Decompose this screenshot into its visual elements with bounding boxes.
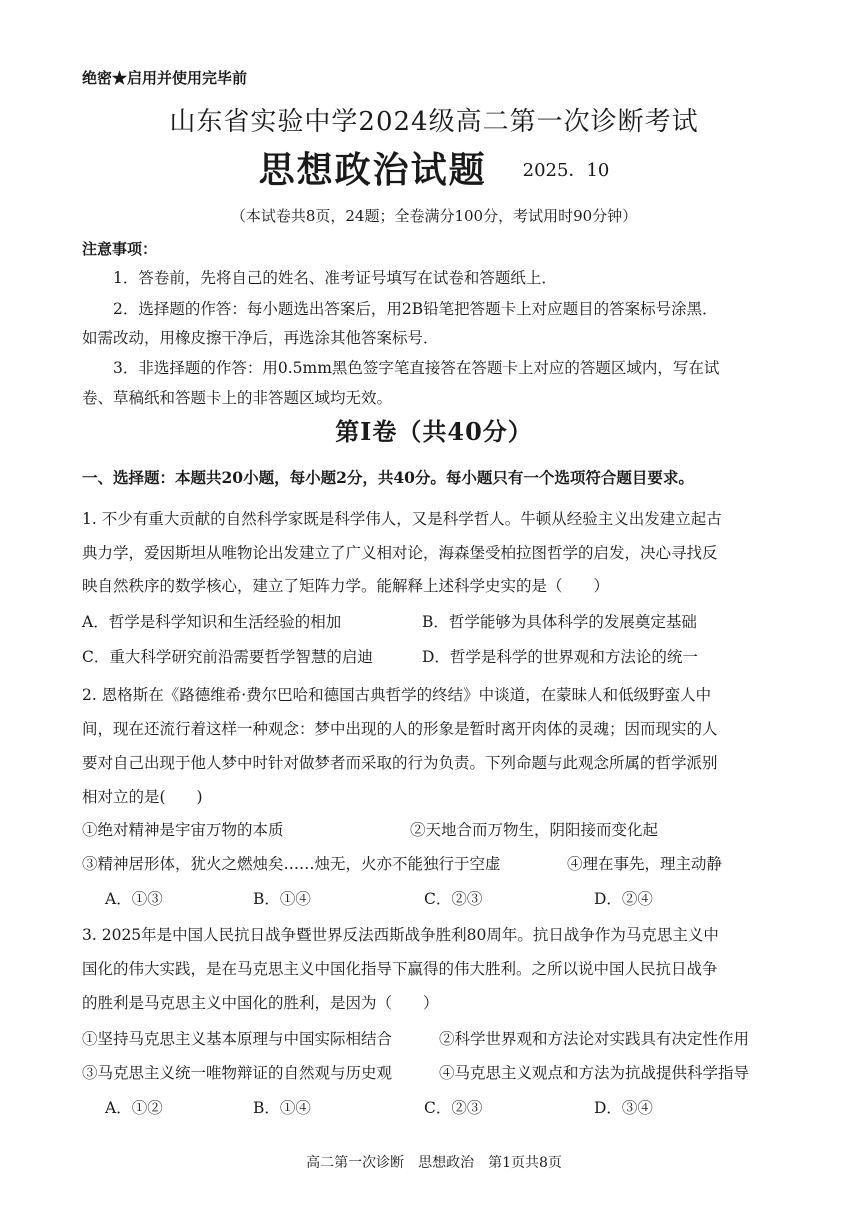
question-1-option-b: B．哲学能够为具体科学的发展奠定基础 xyxy=(422,613,697,631)
question-1-option-a: A．哲学是科学知识和生活经验的相加 xyxy=(82,613,342,631)
question-3-option-a: A．①② xyxy=(105,1099,163,1117)
question-1-line: 1. 不少有重大贡献的自然科学家既是科学伟人，又是科学哲人。牛顿从经验主义出发建立起古 xyxy=(82,510,722,528)
subject-title: 思想政治试题 xyxy=(258,149,487,191)
question-3-line: 3. 2025年是中国人民抗日战争暨世界反法西斯战争胜利80周年。抗日战争作为马克思主义中 xyxy=(82,926,719,944)
question-2-line: 2. 恩格斯在《路德维希·费尔巴哈和德国古典哲学的终结》中谈道，在蒙昧人和低级野蛮人中 xyxy=(82,686,712,704)
exam-date: 2025．10 xyxy=(522,160,610,181)
question-3-statement-4: ④马克思主义观点和方法为抗战提供科学指导 xyxy=(439,1064,750,1082)
confidential-label: 绝密★启用并使用完毕前 xyxy=(82,69,248,87)
section-intro: 一、选择题：本题共20小题，每小题2分，共40分。每小题只有一个选项符合题目要求。 xyxy=(82,468,694,487)
question-1-option-c: C．重大科学研究前沿需要哲学智慧的启迪 xyxy=(82,648,373,666)
question-2-statement-3: ③精神居形体，犹火之燃烛矣……烛无，火亦不能独行于空虚 xyxy=(82,855,501,873)
page-footer: 高二第一次诊断 思想政治 第1页共8页 xyxy=(306,1155,562,1171)
question-1-line: 典力学，爱因斯坦从唯物论出发建立了广义相对论，海森堡受柏拉图哲学的启发，决心寻找反 xyxy=(82,544,718,562)
section-title: 第Ⅰ卷（共40分） xyxy=(335,417,533,446)
question-1-option-d: D．哲学是科学的世界观和方法论的统一 xyxy=(422,648,698,666)
exam-info: （本试卷共8页，24题；全卷满分100分，考试用时90分钟） xyxy=(230,207,638,225)
question-3-statement-3: ③马克思主义统一唯物辩证的自然观与历史观 xyxy=(82,1064,393,1082)
title-row xyxy=(0,142,868,193)
question-2-statement-1: ①绝对精神是宇宙万物的本质 xyxy=(82,821,284,839)
question-2-option-c: C．②③ xyxy=(424,890,483,908)
note-item: 如需改动，用橡皮擦干净后，再选涂其他答案标号． xyxy=(82,329,439,347)
question-2-option-d: D．②④ xyxy=(594,890,653,908)
question-1-line: 映自然秩序的数学核心，建立了矩阵力学。能解释上述科学史实的是（ ） xyxy=(82,577,610,595)
notes-title: 注意事项： xyxy=(82,240,158,258)
question-3-statement-2: ②科学世界观和方法论对实践具有决定性作用 xyxy=(439,1030,750,1048)
exam-school-title: 山东省实验中学2024级高二第一次诊断考试 xyxy=(169,107,699,137)
note-item: 卷、草稿纸和答题卡上的非答题区域均无效。 xyxy=(82,389,393,407)
question-3-option-b: B．①④ xyxy=(253,1099,311,1117)
question-2-line: 要对自己出现于他人梦中时针对做梦者而采取的行为负责。下列命题与此观念所属的哲学派别 xyxy=(82,754,718,772)
question-3-option-d: D．③④ xyxy=(594,1099,653,1117)
question-2-line: 相对立的是( ) xyxy=(82,788,203,806)
note-item: 1．答卷前，先将自己的姓名、准考证号填写在试卷和答题纸上． xyxy=(113,269,557,287)
question-3-line: 的胜利是马克思主义中国化的胜利，是因为（ ） xyxy=(82,994,439,1012)
question-2-statement-4: ④理在事先，理主动静 xyxy=(567,855,723,873)
question-2-statement-2: ②天地合而万物生，阴阳接而变化起 xyxy=(410,821,659,839)
question-2-option-b: B．①④ xyxy=(253,890,311,908)
note-item: 3．非选择题的作答：用0.5mm黑色签字笔直接答在答题卡上对应的答题区域内，写在试 xyxy=(113,359,720,377)
question-2-option-a: A．①③ xyxy=(105,890,163,908)
question-3-line: 国化的伟大实践，是在马克思主义中国化指导下赢得的伟大胜利。之所以说中国人民抗日战争 xyxy=(82,960,718,978)
question-3-statement-1: ①坚持马克思主义基本原理与中国实际相结合 xyxy=(82,1030,393,1048)
note-item: 2．选择题的作答：每小题选出答案后，用2B铅笔把答题卡上对应题目的答案标号涂黑． xyxy=(113,300,718,318)
question-2-line: 间，现在还流行着这样一种观念：梦中出现的人的形象是暂时离开肉体的灵魂；因而现实的人 xyxy=(82,720,718,738)
question-3-option-c: C．②③ xyxy=(424,1099,483,1117)
